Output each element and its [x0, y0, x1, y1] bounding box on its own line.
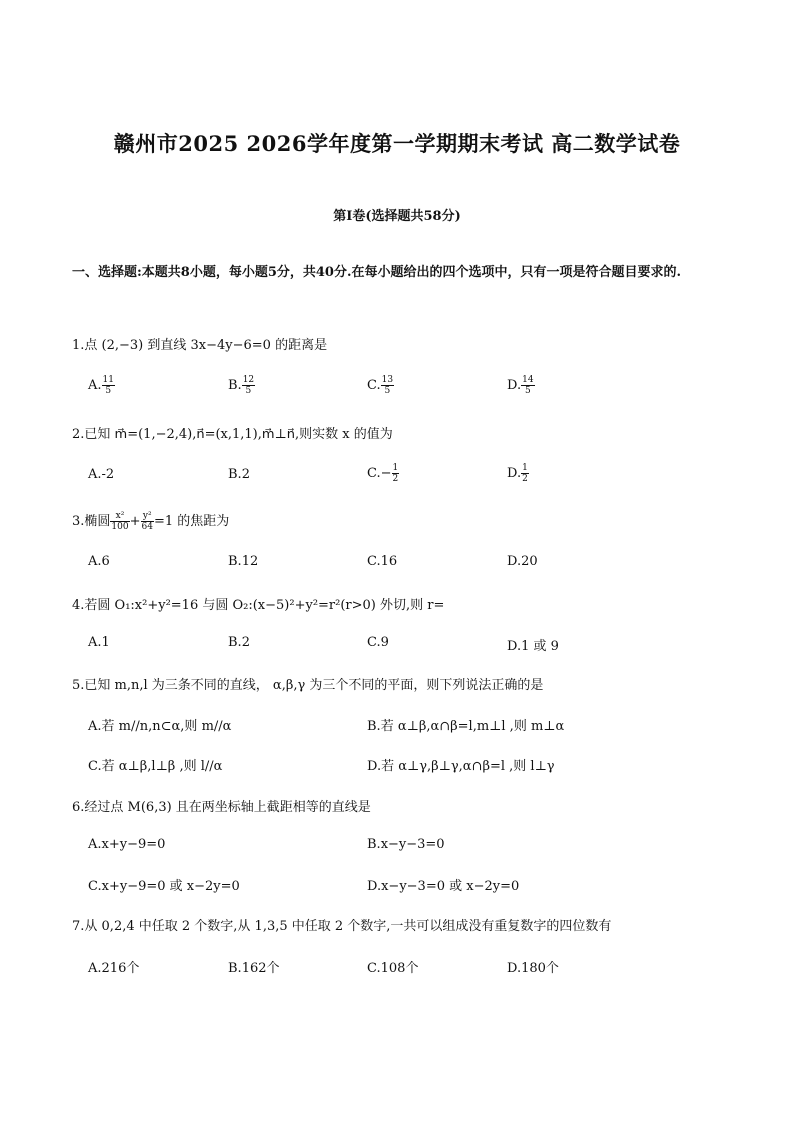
question-stem: 已知 m⃗=(1,−2,4),n⃗=(x,1,1),m⃗⊥n⃗,则实数 x 的值为 [84, 427, 393, 442]
question-stem: 已知 m,n,l 为三条不同的直线， α,β,γ 为三个不同的平面，则下列说法正确的是 [84, 678, 544, 693]
option-d: D.x−y−3=0 或 x−2y=0 [367, 879, 520, 894]
option-d: D. $\frac{14}{5}$ [507, 375, 534, 396]
question-number: 7. [72, 919, 85, 934]
option-a: A. $\frac{11}{5}$ [88, 375, 114, 396]
question-number: 1. [72, 338, 85, 353]
option-b: B.12 [228, 554, 259, 569]
question-number: 4. [72, 598, 85, 613]
option-c: C. $\frac{13}{5}$ [367, 375, 394, 396]
option-a: A.216个 [88, 961, 140, 976]
section-instructions: 一、选择题:本题共8小题，每小题5分，共40分.在每小题给出的四个选项中，只有一项是符合题目要求的. [72, 265, 682, 280]
option-d: D.20 [507, 554, 538, 569]
question-stem: 若圆 O₁:x²+y²=16 与圆 O₂:(x−5)²+y²=r²(r>0) 外切,则 r= [84, 598, 445, 613]
option-c: C.− $\frac{1}{2}$ [367, 463, 399, 484]
question-stem: 经过点 M(6,3) 且在两坐标轴上截距相等的直线是 [84, 800, 371, 815]
option-b: B.若 α⊥β,α∩β=l,m⊥l ,则 m⊥α [367, 719, 565, 734]
option-d: D. $\frac{1}{2}$ [507, 463, 528, 484]
question-2 [72, 423, 722, 442]
option-b: B.162个 [228, 961, 280, 976]
question-4 [72, 594, 722, 613]
option-c: C.x+y−9=0 或 x−2y=0 [88, 879, 240, 894]
question-3: 3.椭圆 $\frac{\text{x²}}{100}$ + $\frac{\text{y²}}{64}$ =1 的焦距为 [72, 511, 230, 532]
option-a: A.x+y−9=0 [88, 837, 166, 852]
question-number: 5. [72, 678, 85, 693]
question-stem: 点 (2,−3) 到直线 3x−4y−6=0 的距离是 [84, 338, 328, 353]
option-d: D.若 α⊥γ,β⊥γ,α∩β=l ,则 l⊥γ [367, 759, 555, 774]
option-b: B.x−y−3=0 [367, 837, 445, 852]
option-c: C.9 [367, 635, 389, 650]
option-d: D.180个 [507, 961, 559, 976]
question-number: 2. [72, 427, 85, 442]
option-a: A.若 m//n,n⊂α,则 m//α [88, 719, 232, 734]
question-number: 6. [72, 800, 85, 815]
option-d: D.1 或 9 [507, 639, 559, 654]
option-c: C.108个 [367, 961, 419, 976]
question-6 [72, 796, 722, 815]
option-a: A.6 [88, 554, 110, 569]
question-stem: 从 0,2,4 中任取 2 个数字,从 1,3,5 中任取 2 个数字,一共可以组成没有重复数字的四位数有 [84, 919, 612, 934]
question-number: 3. [72, 514, 85, 529]
option-b: B. $\frac{12}{5}$ [228, 375, 255, 396]
exam-title: 赣州市2025 2026学年度第一学期期末考试 高二数学试卷 [113, 131, 681, 156]
option-a: A.1 [88, 635, 110, 650]
option-a: A.-2 [88, 467, 115, 482]
option-b: B.2 [228, 467, 250, 482]
question-7 [72, 915, 722, 934]
option-c: C.若 α⊥β,l⊥β ,则 l//α [88, 759, 223, 774]
option-c: C.16 [367, 554, 398, 569]
part-one-heading: 第Ⅰ卷(选择题共58分) [333, 209, 461, 224]
question-5 [72, 674, 722, 693]
question-1 [72, 334, 722, 353]
option-b: B.2 [228, 635, 250, 650]
